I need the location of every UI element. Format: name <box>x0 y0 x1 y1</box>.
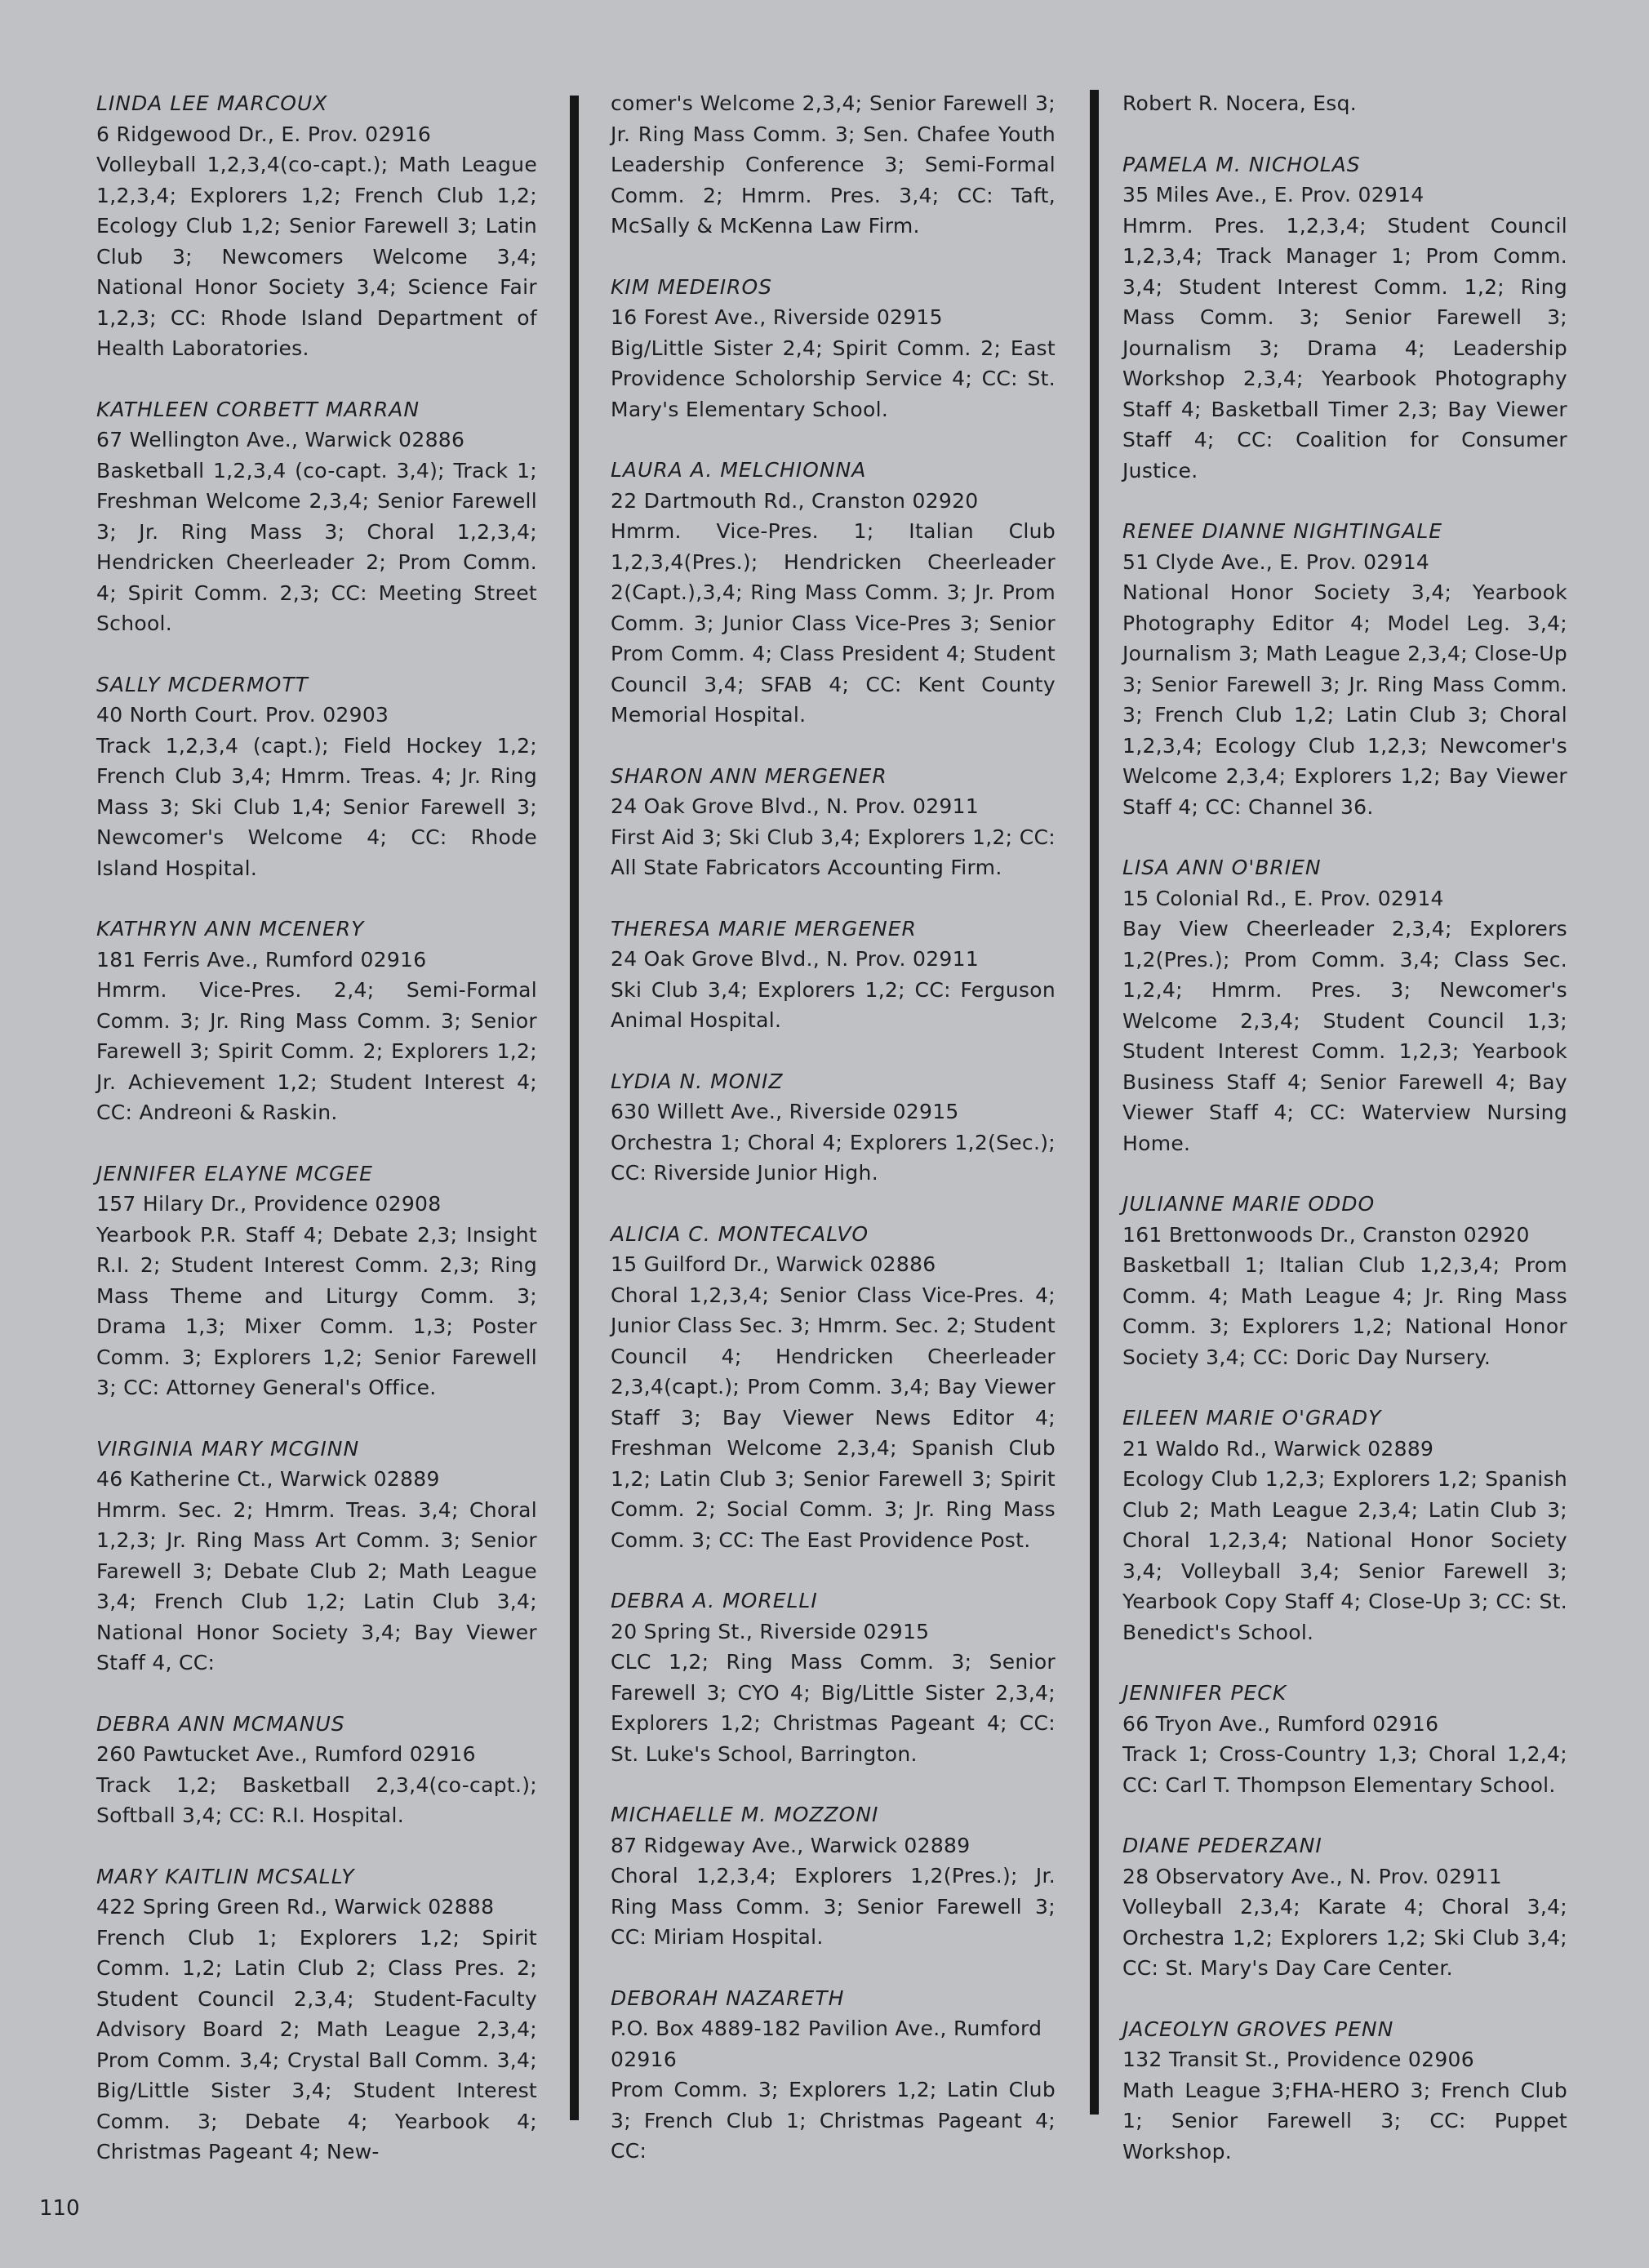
student-address: 16 Forest Ave., Riverside 02915 <box>611 305 943 329</box>
student-activities: National Honor Society 3,4; Yearbook Photography Editor 4; Model Leg. 3,4; Journalism 3; Math League 2,3,4; Close-Up 3; Senior Farewell 3; Jr. Ring Mass Comm. 3; French Club 1,2; Latin Club 3; Choral 1,2,3,4; Ecology Club 1,2,3; Newcomer's Welcome 2,3,4; Explorers 1,2; Bay Viewer Staff 4; CC: Channel 36. <box>1122 580 1567 819</box>
student-address: 22 Dartmouth Rd., Cranston 02920 <box>611 488 979 513</box>
student-address: 87 Ridgeway Ave., Warwick 02889 <box>611 1833 971 1857</box>
student-entry <box>1122 516 1567 822</box>
student-name: PAMELA M. NICHOLAS <box>1122 152 1361 176</box>
student-activities: First Aid 3; Ski Club 3,4; Explorers 1,2; CC: All State Fabricators Accounting Firm. <box>611 825 1056 879</box>
student-address: 157 Hilary Dr., Providence 02908 <box>96 1192 442 1216</box>
student-activities: Volleyball 2,3,4; Karate 4; Choral 3,4; Orchestra 1,2; Explorers 1,2; Ski Club 3,4; CC: St. Mary's Day Care Center. <box>1122 1895 1567 1980</box>
student-address: 630 Willett Ave., Riverside 02915 <box>611 1100 959 1123</box>
student-activities: Basketball 1; Italian Club 1,2,3,4; Prom Comm. 4; Math League 4; Jr. Ring Mass Comm. 3; Explorers 1,2; National Honor Society 3,4; CC: Doric Day Nursery. <box>1122 1253 1567 1369</box>
student-entry <box>611 455 1056 731</box>
student-activities: comer's Welcome 2,3,4; Senior Farewell 3; Jr. Ring Mass Comm. 3; Sen. Chafee Youth Leadership Conference 3; Semi-Formal Comm. 2; Hmrm. Pres. 3,4; CC: Taft, McSally & McKenna Law Firm. <box>611 91 1056 238</box>
student-activities: Basketball 1,2,3,4 (co-capt. 3,4); Track 1; Freshman Welcome 2,3,4; Senior Farewell 3; Jr. Ring Mass 3; Choral 1,2,3,4; Hendricken Cheerleader 2; Prom Comm. 4; Spirit Comm. 2,3; CC: Meeting Street School. <box>96 458 537 635</box>
student-activities: Choral 1,2,3,4; Senior Class Vice-Pres. 4; Junior Class Sec. 3; Hmrm. Sec. 2; Student Council 4; Hendricken Cheerleader 2,3,4(capt.); Prom Comm. 3,4; Bay Viewer Staff 3; Bay Viewer News Editor 4; Freshman Welcome 2,3,4; Spanish Club 1,2; Latin Club 3; Senior Farewell 3; Spirit Comm. 2; Social Comm. 3; Jr. Ring Mass Comm. 3; CC: The East Providence Post. <box>611 1283 1056 1552</box>
student-activities: Big/Little Sister 2,4; Spirit Comm. 2; East Providence Scholorship Service 4; CC: St. Mary's Elementary School. <box>611 336 1056 421</box>
student-name: MARY KAITLIN MCSALLY <box>96 1864 355 1888</box>
student-activities: Track 1,2,3,4 (capt.); Field Hockey 1,2; French Club 3,4; Hmrm. Treas. 4; Jr. Ring Mass 3; Ski Club 1,4; Senior Farewell 3; Newcomer's Welcome 4; CC: Rhode Island Hospital. <box>96 733 537 880</box>
student-name: JULIANNE MARIE ODDO <box>1122 1192 1376 1216</box>
student-name: JENNIFER ELAYNE MCGEE <box>96 1161 373 1185</box>
student-name: SALLY MCDERMOTT <box>96 672 309 696</box>
student-entry <box>1122 1403 1567 1648</box>
student-entry <box>96 1158 537 1403</box>
page-number: 110 <box>39 2196 80 2221</box>
column-1 <box>96 88 537 2198</box>
student-name: KIM MEDEIROS <box>611 274 772 299</box>
student-entry <box>96 1709 537 1831</box>
student-address: 15 Guilford Dr., Warwick 02886 <box>611 1252 936 1276</box>
student-name: MICHAELLE M. MOZZONI <box>611 1803 879 1826</box>
student-name: VIRGINIA MARY MCGINN <box>96 1436 360 1461</box>
student-name: LYDIA N. MONIZ <box>611 1069 784 1093</box>
student-address: 28 Observatory Ave., N. Prov. 02911 <box>1122 1864 1502 1888</box>
student-entry <box>611 914 1056 1036</box>
student-address: 24 Oak Grove Blvd., N. Prov. 02911 <box>611 947 980 971</box>
student-entry <box>96 914 537 1128</box>
student-activities: Bay View Cheerleader 2,3,4; Explorers 1,2(Pres.); Prom Comm. 3,4; Class Sec. 1,2,4; Hmrm. Pres. 3; Newcomer's Welcome 2,3,4; Student Council 1,3; Student Interest Comm. 1,2,3; Yearbook Business Staff 4; Senior Farewell 4; Bay Viewer Staff 4; CC: Waterview Nursing Home. <box>1122 917 1567 1155</box>
student-entry <box>96 88 537 364</box>
student-address: 51 Clyde Ave., E. Prov. 02914 <box>1122 549 1430 574</box>
student-address: 6 Ridgewood Dr., E. Prov. 02916 <box>96 122 432 146</box>
student-name: SHARON ANN MERGENER <box>611 763 887 788</box>
student-activities: Math League 3;FHA-HERO 3; French Club 1; Senior Farewell 3; CC: Puppet Workshop. <box>1122 2078 1567 2163</box>
student-activities: Choral 1,2,3,4; Explorers 1,2(Pres.); Jr. Ring Mass Comm. 3; Senior Farewell 3; CC: Miriam Hospital. <box>611 1864 1056 1949</box>
student-name: JENNIFER PECK <box>1122 1681 1287 1705</box>
student-entry <box>611 1799 1056 1953</box>
student-activities: French Club 1; Explorers 1,2; Spirit Comm. 1,2; Latin Club 2; Class Pres. 2; Student Council 2,3,4; Student-Faculty Advisory Board 2; Math League 2,3,4; Prom Comm. 3,4; Crystal Ball Comm. 3,4; Big/Little Sister 3,4; Student Interest Comm. 3; Debate 4; Yearbook 4; Christmas Pageant 4; New- <box>96 1925 537 2163</box>
student-address: 132 Transit St., Providence 02906 <box>1122 2048 1474 2071</box>
student-address: 67 Wellington Ave., Warwick 02886 <box>96 428 465 451</box>
column-3 <box>1122 88 1567 2197</box>
student-address: 20 Spring St., Riverside 02915 <box>611 1619 930 1643</box>
student-address: 40 North Court. Prov. 02903 <box>96 703 389 727</box>
student-activities: Hmrm. Sec. 2; Hmrm. Treas. 3,4; Choral 1,2,3; Jr. Ring Mass Art Comm. 3; Senior Farewell 3; Debate Club 2; Math League 3,4; French Club 1,2; Latin Club 3,4; National Honor Society 3,4; Bay Viewer Staff 4, CC: <box>96 1497 537 1674</box>
student-activities: CLC 1,2; Ring Mass Comm. 3; Senior Farewell 3; CYO 4; Big/Little Sister 2,3,4; Explorers 1,2; Christmas Pageant 4; CC: St. Luke's School, Barrington. <box>611 1650 1056 1766</box>
student-name: EILEEN MARIE O'GRADY <box>1122 1406 1382 1430</box>
student-name: JACEOLYN GROVES PENN <box>1122 2017 1394 2041</box>
student-address: 24 Oak Grove Blvd., N. Prov. 02911 <box>611 794 980 818</box>
student-activities: Hmrm. Pres. 1,2,3,4; Student Council 1,2,3,4; Track Manager 1; Prom Comm. 3,4; Student Interest Comm. 1,2; Ring Mass Comm. 3; Senior Farewell 3; Journalism 3; Drama 4; Leadership Workshop 2,3,4; Yearbook Photography Staff 4; Basketball Timer 2,3; Bay Viewer Staff 4; CC: Coalition for Consumer Justice. <box>1122 213 1567 483</box>
student-entry <box>611 1983 1056 2167</box>
student-activities: Ecology Club 1,2,3; Explorers 1,2; Spanish Club 2; Math League 2,3,4; Latin Club 3; Choral 1,2,3,4; National Honor Society 3,4; Volleyball 3,4; Senior Farewell 3; Yearbook Copy Staff 4; Close-Up 3; CC: St. Benedict's School. <box>1122 1467 1567 1644</box>
student-entry <box>1122 852 1567 1158</box>
student-activities: Robert R. Nocera, Esq. <box>1122 91 1358 115</box>
student-name: DEBRA A. MORELLI <box>611 1589 818 1612</box>
student-name: THERESA MARIE MERGENER <box>611 916 917 941</box>
student-name: RENEE DIANNE NIGHTINGALE <box>1122 519 1443 543</box>
student-activities: Hmrm. Vice-Pres. 1; Italian Club 1,2,3,4(Pres.); Hendricken Cheerleader 2(Capt.),3,4; Ring Mass Comm. 3; Jr. Prom Comm. 3; Junior Class Vice-Pres 3; Senior Prom Comm. 4; Class President 4; Student Council 3,4; SFAB 4; CC: Kent County Memorial Hospital. <box>611 519 1056 727</box>
student-entry <box>611 1066 1056 1189</box>
student-name: LAURA A. MELCHIONNA <box>611 458 867 482</box>
student-address: 46 Katherine Ct., Warwick 02889 <box>96 1467 440 1491</box>
student-entry <box>611 272 1056 425</box>
student-entry <box>1122 2014 1567 2168</box>
student-address: 422 Spring Green Rd., Warwick 02888 <box>96 1895 495 1919</box>
student-entry <box>96 394 537 639</box>
student-name: DEBORAH NAZARETH <box>611 1986 845 2010</box>
student-entry <box>611 1585 1056 1769</box>
student-entry <box>96 1861 537 2168</box>
student-address: 21 Waldo Rd., Warwick 02889 <box>1122 1436 1434 1461</box>
student-entry-continued <box>611 88 1056 242</box>
student-activities: Hmrm. Vice-Pres. 2,4; Semi-Formal Comm. 3; Jr. Ring Mass Comm. 3; Senior Farewell 3; Spirit Comm. 2; Explorers 1,2; Jr. Achievement 1,2; Student Interest 4; CC: Andreoni & Raskin. <box>96 978 537 1124</box>
student-entry <box>1122 149 1567 487</box>
student-address: 181 Ferris Ave., Rumford 02916 <box>96 947 427 972</box>
student-activities: Prom Comm. 3; Explorers 1,2; Latin Club 3; French Club 1; Christmas Pageant 4; CC: <box>611 2078 1056 2163</box>
student-name: ALICIA C. MONTECALVO <box>611 1221 869 1246</box>
student-address: 35 Miles Ave., E. Prov. 02914 <box>1122 183 1425 207</box>
student-entry <box>1122 1189 1567 1372</box>
student-entry <box>611 1219 1056 1556</box>
column-divider-1 <box>570 96 579 2120</box>
student-entry <box>1122 1678 1567 1800</box>
student-activities: Volleyball 1,2,3,4(co-capt.); Math League 1,2,3,4; Explorers 1,2; French Club 1,2; Ecology Club 1,2; Senior Farewell 3; Latin Club 3; Newcomers Welcome 3,4; National Honor Society 3,4; Science Fair 1,2,3; CC: Rhode Island Department of Health Laboratories. <box>96 153 537 360</box>
student-address: 15 Colonial Rd., E. Prov. 02914 <box>1122 886 1444 910</box>
student-entry <box>96 669 537 884</box>
student-activities: Yearbook P.R. Staff 4; Debate 2,3; Insight R.I. 2; Student Interest Comm. 2,3; Ring Mass Theme and Liturgy Comm. 3; Drama 1,3; Mixer Comm. 1,3; Poster Comm. 3; Explorers 1,2; Senior Farewell 3; CC: Attorney General's Office. <box>96 1222 537 1399</box>
student-name: DIANE PEDERZANI <box>1122 1834 1322 1857</box>
student-activities: Track 1; Cross-Country 1,3; Choral 1,2,4; CC: Carl T. Thompson Elementary School. <box>1122 1742 1567 1797</box>
student-address: 161 Brettonwoods Dr., Cranston 02920 <box>1122 1222 1530 1247</box>
student-address: 66 Tryon Ave., Rumford 02916 <box>1122 1711 1439 1736</box>
student-address: P.O. Box 4889-182 Pavilion Ave., Rumford 02916 <box>611 2017 1042 2071</box>
student-name: DEBRA ANN MCMANUS <box>96 1711 345 1736</box>
student-entry <box>611 761 1056 883</box>
student-entry <box>1122 1830 1567 1984</box>
student-name: LISA ANN O'BRIEN <box>1122 856 1322 879</box>
student-activities: Track 1,2; Basketball 2,3,4(co-capt.); Softball 3,4; CC: R.I. Hospital. <box>96 1772 537 1827</box>
student-activities: Ski Club 3,4; Explorers 1,2; CC: Ferguson Animal Hospital. <box>611 977 1056 1032</box>
student-address: 260 Pawtucket Ave., Rumford 02916 <box>96 1742 476 1766</box>
student-name: LINDA LEE MARCOUX <box>96 91 328 115</box>
student-entry <box>96 1434 537 1679</box>
student-entry-continued <box>1122 88 1567 119</box>
column-divider-2 <box>1090 90 1099 2115</box>
column-2 <box>611 88 1056 2197</box>
student-name: KATHLEEN CORBETT MARRAN <box>96 397 420 421</box>
student-name: KATHRYN ANN MCENERY <box>96 917 365 941</box>
student-activities: Orchestra 1; Choral 4; Explorers 1,2(Sec.); CC: Riverside Junior High. <box>611 1130 1056 1185</box>
